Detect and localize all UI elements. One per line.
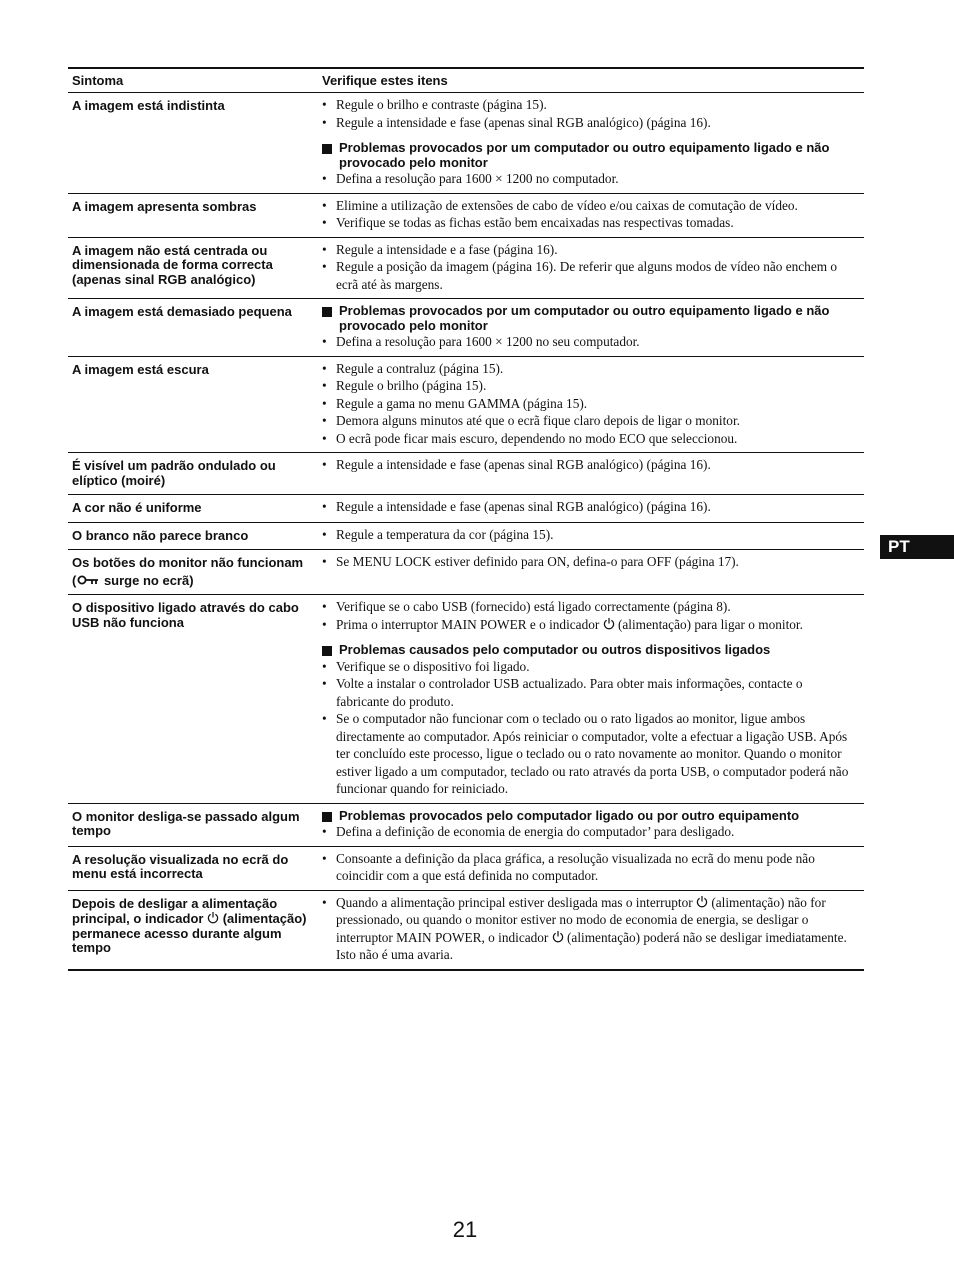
bullet-item: • Demora alguns minutos até que o ecrã fique claro depois de ligar o monitor. bbox=[322, 412, 858, 430]
language-tab: PT bbox=[880, 535, 954, 559]
symptom-cell bbox=[68, 356, 318, 453]
symptom-cell bbox=[68, 193, 318, 237]
bullet-item: • Defina a resolução para 1600 × 1200 no seu computador. bbox=[322, 333, 858, 351]
check-cell bbox=[318, 595, 864, 804]
check-cell bbox=[318, 846, 864, 890]
table-row bbox=[68, 890, 864, 970]
symptom-text-after: (alimentação) permanece acesso durante algum tempo bbox=[72, 911, 307, 955]
check-cell bbox=[318, 237, 864, 299]
bullet-item: • Consoante a definição da placa gráfica, a resolução visualizada no ecrã do menu pode não coincidir com a que está definida no computador. bbox=[322, 850, 858, 885]
bullet-item: • Regule o brilho e contraste (página 15). bbox=[322, 96, 858, 114]
bullet-text-b: (alimentação) não for pressionado, ou quando o monitor estiver no modo de economia de energia, se desligar o interruptor MAIN POWER, o indicador bbox=[336, 894, 826, 945]
symptom-text: A imagem apresenta sombras bbox=[72, 198, 257, 214]
bullet-text-before: Prima o interruptor MAIN POWER e o indicador bbox=[336, 616, 603, 632]
bullet-item: • Regule a intensidade e a fase (página 16). bbox=[322, 241, 858, 259]
symptom-cell bbox=[68, 495, 318, 523]
bullet-list bbox=[322, 96, 858, 131]
bullet-text-a: Quando a alimentação principal estiver desligada mas o interruptor bbox=[336, 894, 696, 910]
header-check: Verifique estes itens bbox=[318, 68, 864, 93]
power-icon bbox=[552, 930, 564, 943]
group-heading bbox=[322, 141, 858, 170]
table-row bbox=[68, 522, 864, 550]
check-cell bbox=[318, 453, 864, 495]
symptom-cell bbox=[68, 453, 318, 495]
group-heading-text: Problemas provocados por um computador ou outro equipamento ligado e não provocado pelo monitor bbox=[339, 140, 830, 170]
symptom-cell bbox=[68, 595, 318, 804]
bullet-item: • Volte a instalar o controlador USB actualizado. Para obter mais informações, contacte o fabricante do produto. bbox=[322, 675, 858, 710]
square-bullet-icon bbox=[322, 307, 332, 317]
bullet-item: • Se MENU LOCK estiver definido para ON, defina-o para OFF (página 17). bbox=[322, 553, 858, 571]
symptom-cell bbox=[68, 846, 318, 890]
troubleshooting-table bbox=[68, 67, 864, 971]
symptom-note bbox=[72, 574, 312, 589]
group-heading bbox=[322, 809, 858, 824]
symptom-text: A cor não é uniforme bbox=[72, 500, 202, 515]
bullet-item: • Regule o brilho (página 15). bbox=[322, 377, 858, 395]
bullet-list bbox=[322, 553, 858, 571]
symptom-text: O monitor desliga-se passado algum tempo bbox=[72, 808, 300, 838]
check-cell bbox=[318, 299, 864, 357]
table-row bbox=[68, 803, 864, 846]
symptom-cell bbox=[68, 237, 318, 299]
bullet-text-c: (alimentação) poderá não se desligar imediatamente. Isto não é uma avaria. bbox=[336, 929, 847, 962]
group-heading bbox=[322, 643, 858, 658]
key-lock-icon bbox=[77, 574, 99, 586]
bullet-list bbox=[322, 170, 858, 188]
check-cell bbox=[318, 193, 864, 237]
symptom-text: A imagem não está centrada ou dimensionada de forma correcta (apenas sinal RGB analógico) bbox=[72, 242, 273, 287]
table-row bbox=[68, 550, 864, 595]
table-row bbox=[68, 846, 864, 890]
symptom-text: A imagem está demasiado pequena bbox=[72, 304, 292, 319]
symptom-cell bbox=[68, 803, 318, 846]
symptom-text: A resolução visualizada no ecrã do menu está incorrecta bbox=[72, 851, 289, 881]
bullet-item: • Verifique se o cabo USB (fornecido) está ligado correctamente (página 8). bbox=[322, 598, 858, 616]
bullet-item: • Regule a intensidade e fase (apenas sinal RGB analógico) (página 16). bbox=[322, 498, 858, 516]
bullet-item: • Regule a intensidade e fase (apenas sinal RGB analógico) (página 16). bbox=[322, 114, 858, 132]
bullet-text-after: (alimentação) para ligar o monitor. bbox=[614, 616, 803, 632]
table-row bbox=[68, 356, 864, 453]
bullet-item: • Defina a definição de economia de energia do computador’ para desligado. bbox=[322, 823, 858, 841]
symptom-cell bbox=[68, 890, 318, 970]
power-icon bbox=[696, 895, 708, 908]
header-symptom: Sintoma bbox=[68, 68, 318, 93]
symptom-text: Os botões do monitor não funcionam bbox=[72, 555, 304, 570]
power-icon bbox=[603, 617, 615, 630]
bullet-item: • Regule a contraluz (página 15). bbox=[322, 360, 858, 378]
power-icon bbox=[207, 911, 219, 924]
group-heading-text: Problemas causados pelo computador ou outros dispositivos ligados bbox=[339, 642, 771, 657]
table-header-row bbox=[68, 68, 864, 93]
check-cell bbox=[318, 495, 864, 523]
bullet-list bbox=[322, 616, 858, 634]
table-row bbox=[68, 495, 864, 523]
symptom-text: A imagem está indistinta bbox=[72, 98, 225, 113]
bullet-list bbox=[322, 360, 858, 448]
bullet-item: • Verifique se o dispositivo foi ligado. bbox=[322, 658, 858, 676]
symptom-cell bbox=[68, 522, 318, 550]
bullet-item: • Verifique se todas as fichas estão bem encaixadas nas respectivas tomadas. bbox=[322, 214, 858, 232]
table-row bbox=[68, 93, 864, 194]
symptom-text bbox=[72, 897, 312, 956]
square-bullet-icon bbox=[322, 144, 332, 154]
check-cell bbox=[318, 550, 864, 595]
bullet-list bbox=[322, 333, 858, 351]
bullet-list bbox=[322, 498, 858, 516]
bullet-item: • Regule a gama no menu GAMMA (página 15). bbox=[322, 395, 858, 413]
bullet-item: • Regule a posição da imagem (página 16). De referir que alguns modos de vídeo não enchem o ecrã até às margens. bbox=[322, 258, 858, 293]
bullet-list bbox=[322, 894, 858, 964]
table-row bbox=[68, 193, 864, 237]
group-heading-text: Problemas provocados por um computador ou outro equipamento ligado e não provocado pelo monitor bbox=[339, 303, 830, 333]
table-row bbox=[68, 237, 864, 299]
check-cell bbox=[318, 803, 864, 846]
symptom-text: É visível um padrão ondulado ou elíptico (moiré) bbox=[72, 458, 276, 488]
symptom-text: O dispositivo ligado através do cabo USB não funciona bbox=[72, 600, 299, 630]
table-row bbox=[68, 595, 864, 804]
table-body bbox=[68, 93, 864, 970]
bullet-item: • Se o computador não funcionar com o teclado ou o rato ligados ao monitor, ligue ambos directamente ao computador. Após reiniciar o computador, volte a efectuar a ligação USB. Após ter concluído este processo, ligue o teclado ou o rato novamente ao monitor. Quando o monitor estiver ligado a um computador, teclado ou rato através da porta USB, o computador poderá não funcionar quando for reiniciado. bbox=[322, 710, 858, 798]
symptom-text: A imagem está escura bbox=[72, 361, 209, 377]
symptom-note-text: surge no ecrã) bbox=[100, 572, 194, 588]
symptom-note-open: ( bbox=[72, 572, 77, 588]
group-heading bbox=[322, 304, 858, 333]
table-row bbox=[68, 453, 864, 495]
page-number: 21 bbox=[452, 1217, 478, 1242]
bullet-item: • Regule a temperatura da cor (página 15). bbox=[322, 526, 858, 544]
bullet-list bbox=[322, 658, 858, 798]
check-cell bbox=[318, 93, 864, 194]
square-bullet-icon bbox=[322, 812, 332, 822]
bullet-list bbox=[322, 850, 858, 885]
square-bullet-icon bbox=[322, 646, 332, 656]
symptom-text-before: Depois de desligar a alimentação principal, o indicador bbox=[72, 895, 278, 926]
bullet-list bbox=[322, 197, 858, 232]
bullet-item: • O ecrã pode ficar mais escuro, dependendo no modo ECO que seleccionou. bbox=[322, 430, 858, 448]
bullet-item: • Defina a resolução para 1600 × 1200 no computador. bbox=[322, 170, 858, 188]
check-cell bbox=[318, 522, 864, 550]
bullet-item bbox=[322, 616, 858, 634]
symptom-cell bbox=[68, 93, 318, 194]
bullet-list bbox=[322, 823, 858, 841]
symptom-cell bbox=[68, 299, 318, 357]
bullet-list bbox=[322, 598, 858, 616]
bullet-item bbox=[322, 894, 858, 964]
bullet-item: • Elimine a utilização de extensões de cabo de vídeo e/ou caixas de comutação de vídeo. bbox=[322, 197, 858, 215]
group-heading-text: Problemas provocados pelo computador ligado ou por outro equipamento bbox=[339, 807, 800, 823]
symptom-cell bbox=[68, 550, 318, 595]
bullet-item: • Regule a intensidade e fase (apenas sinal RGB analógico) (página 16). bbox=[322, 456, 858, 474]
table-row bbox=[68, 299, 864, 357]
check-cell bbox=[318, 890, 864, 970]
bullet-list bbox=[322, 526, 858, 544]
bullet-list bbox=[322, 456, 858, 474]
symptom-text: O branco não parece branco bbox=[72, 527, 249, 543]
bullet-list bbox=[322, 241, 858, 294]
check-cell bbox=[318, 356, 864, 453]
